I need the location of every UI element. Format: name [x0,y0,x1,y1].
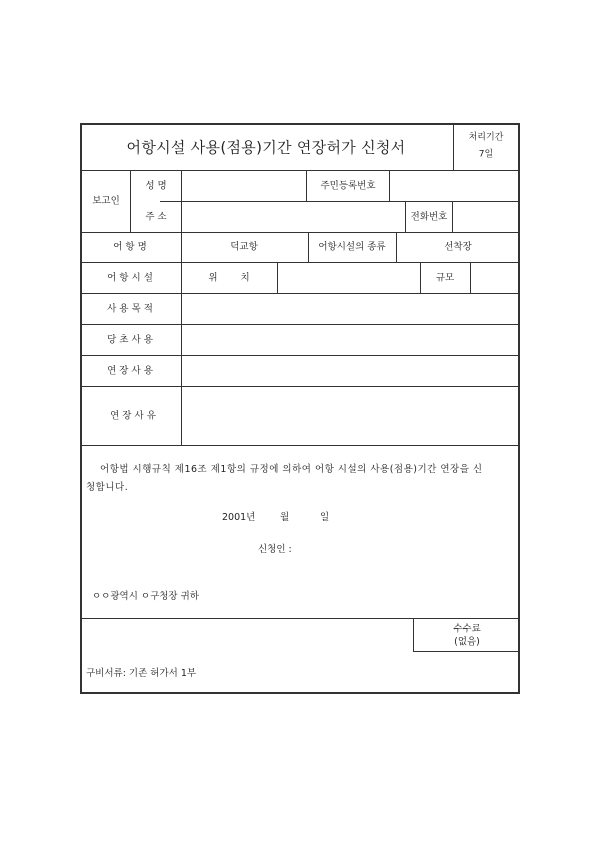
phone-label: 전화번호 [410,211,448,223]
border-top [80,123,520,125]
facility-type-value: 선착장 [444,241,472,253]
date-day: 일 [320,512,330,523]
col-line [306,170,307,201]
border-bottom [80,692,520,694]
harbor-name-label: 어 항 명 [113,241,147,253]
col-line [308,232,309,262]
processing-period-label: 처리기간 [468,132,504,143]
facility-type-label: 어항시설의 종류 [318,241,386,253]
col-line [470,262,471,293]
statement-line-2: 청합니다. [86,482,129,493]
application-form [80,123,520,694]
address-label: 주 소 [145,211,167,223]
resident-number-label: 주민등록번호 [320,180,376,192]
border-left [80,123,82,694]
extended-use-label: 연 장 사 용 [107,365,153,377]
col-line [452,201,453,232]
scale-label: 규모 [435,272,455,284]
facility-label: 어 항 시 설 [107,272,153,284]
fee-value: (없음) [454,636,480,648]
row-line [80,355,520,356]
attachments: 구비서류: 기존 허가서 1부 [86,668,197,679]
name-field[interactable] [183,176,303,196]
row-line [80,262,520,263]
col-line [396,232,397,262]
border-right [518,123,520,694]
row-line [80,293,520,294]
addressee: ㅇㅇ광역시 ㅇ구청장 귀하 [92,591,199,602]
row-line [80,232,520,233]
col-line [277,262,278,293]
row-line [80,445,520,446]
col-line [181,170,182,445]
statement-line-1: 어항법 시행규칙 제16조 제1항의 규정에 의하여 어항 시설의 사용(점용)기간 연장을 신 [100,464,483,475]
row-line [80,324,520,325]
row-line [160,201,520,202]
row-line [80,618,520,619]
row-line [80,386,520,387]
col-line [413,618,414,651]
row-line [413,651,520,652]
fee-label: 수수료 [453,623,481,635]
row-line [80,170,520,171]
purpose-label: 사 용 목 적 [107,303,153,315]
date-year: 2001년 [222,512,256,523]
harbor-name-value: 덕교항 [230,241,258,253]
form-title: 어항시설 사용(점용)기간 연장허가 신청서 [126,138,406,157]
col-line [453,123,454,170]
processing-period-value: 7일 [478,149,494,160]
original-use-label: 당 초 사 용 [107,334,153,346]
reporter-label: 보고인 [92,195,120,207]
col-line [130,170,131,232]
date-month: 월 [280,512,290,523]
name-label: 성 명 [145,180,167,192]
applicant-label: 신청인 : [258,544,292,555]
col-line [405,201,406,232]
col-line [389,170,390,201]
extension-reason-label: 연 장 사 유 [110,410,156,422]
location-label: 위 치 [208,272,250,284]
col-line [420,262,421,293]
